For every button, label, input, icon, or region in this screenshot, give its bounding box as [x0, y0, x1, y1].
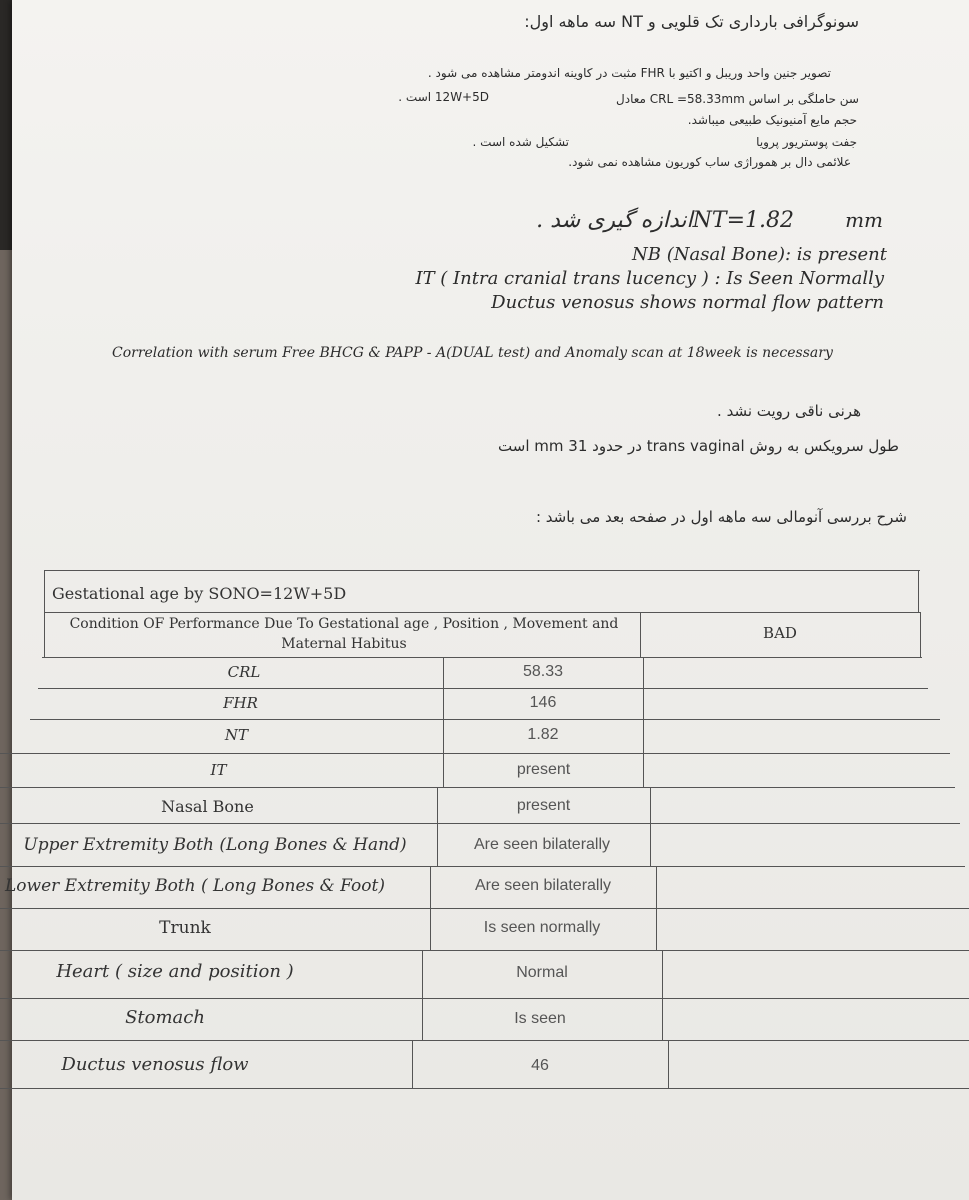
- row-label-upper-extremity: Upper Extremity Both (Long Bones & Hand): [23, 835, 407, 855]
- nt-unit: mm: [845, 208, 883, 232]
- row-label-heart: Heart ( size and position ): [56, 961, 294, 982]
- nt-measurement: NT=1.82اندازه گیری شد .: [536, 208, 794, 233]
- header-line-placenta: جفت پوستریور پرویا: [756, 135, 857, 149]
- row-label-stomach: Stomach: [125, 1007, 205, 1028]
- it-finding: IT ( Intra cranial trans lucency ) : Is Seen Normally: [415, 268, 884, 289]
- header-line-fetus: تصویر جنین واحد وریبل و اکتیو با FHR مثبت در کاوینه اندومتر مشاهده می شود .: [427, 66, 831, 80]
- anomaly-table: [0, 570, 969, 1090]
- row-value-ductus-venosus: 46: [531, 1057, 549, 1074]
- row-value-trunk: Is seen normally: [483, 919, 601, 936]
- row-label-it: IT: [210, 761, 227, 779]
- condition-header: Condition OF Performance Due To Gestational age , Position , Movement and Maternal Habitus: [69, 616, 619, 652]
- cervix-length-note: طول سرویکس به روش trans vaginal در حدود 31 mm است: [498, 437, 899, 455]
- header-line-amniotic: حجم مایع آمنیونیک طبیعی میباشد.: [687, 113, 857, 127]
- correlation-note: Correlation with serum Free BHCG & PAPP - A(DUAL test) and Anomaly scan at 18week is necessary: [112, 345, 833, 361]
- header-line-ga-value: 12W+5D است .: [398, 90, 489, 104]
- header-line-placenta-formed: تشکیل شده است .: [472, 135, 569, 149]
- row-label-crl: CRL: [227, 663, 261, 681]
- row-value-stomach: Is seen: [514, 1010, 566, 1027]
- row-value-upper-extremity: Are seen bilaterally: [473, 836, 611, 853]
- row-value-nt: 1.82: [527, 726, 559, 743]
- header-line-hemorrhage: علائمی دال بر هموراژی ساب کوریون مشاهده نمی شود.: [568, 155, 851, 169]
- row-label-lower-extremity: Lower Extremity Both ( Long Bones & Foot): [5, 876, 385, 896]
- ductus-venosus-finding: Ductus venosus shows normal flow pattern: [491, 292, 884, 313]
- gestational-age-header: Gestational age by SONO=12W+5D: [52, 584, 347, 603]
- row-label-fhr: FHR: [223, 694, 258, 712]
- nasal-bone-finding: NB (Nasal Bone): is present: [632, 244, 887, 265]
- row-value-lower-extremity: Are seen bilaterally: [474, 877, 612, 894]
- row-value-nasal-bone: present: [516, 797, 571, 814]
- row-value-it: present: [516, 761, 571, 778]
- report-title: سونوگرافی بارداری تک قلویی و NT سه ماهه اول:: [524, 12, 859, 31]
- row-value-heart: Normal: [516, 964, 568, 981]
- row-value-crl: 58.33: [522, 663, 564, 680]
- row-label-trunk: Trunk: [159, 918, 211, 938]
- row-label-nasal-bone: Nasal Bone: [161, 797, 254, 816]
- row-label-nt: NT: [224, 726, 249, 744]
- anomaly-next-page-note: شرح بررسی آنومالی سه ماهه اول در صفحه بعد می باشد :: [535, 508, 907, 526]
- header-line-ga: سن حاملگی بر اساس CRL =58.33mm معادل: [616, 92, 859, 106]
- row-value-fhr: 146: [529, 694, 557, 711]
- row-label-ductus-venosus: Ductus venosus flow: [61, 1054, 249, 1075]
- condition-value: BAD: [763, 624, 797, 642]
- hernia-note: هرنی ناقی رویت نشد .: [717, 402, 861, 420]
